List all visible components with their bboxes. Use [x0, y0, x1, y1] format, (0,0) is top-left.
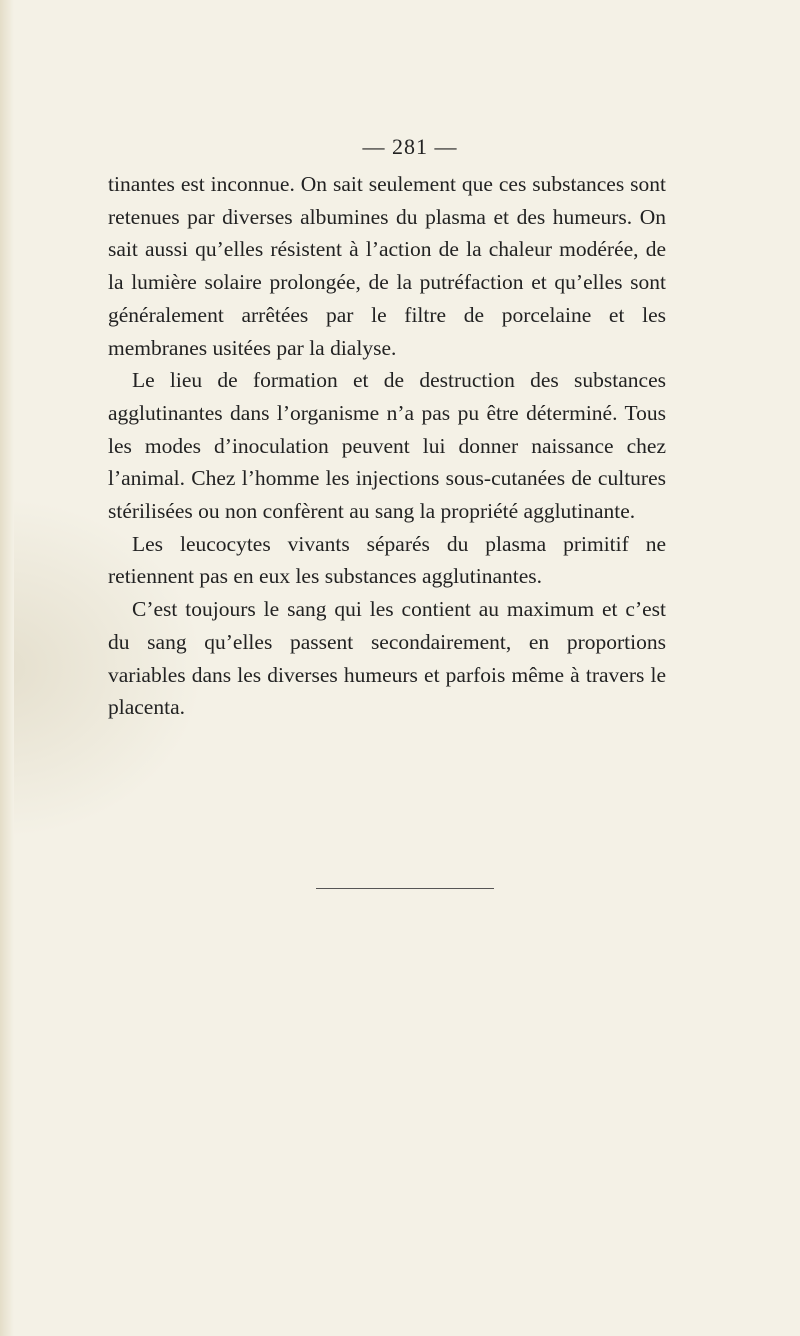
paragraph-2: Le lieu de formation et de destruction des substances agglutinantes dans l’organisme n’a pas pu être déterminé. Tous les modes d’inoculation peuvent lui donner naissance chez l’animal. Chez l’homme les injections sous-cutanées de cultures stérilisées ou non confèrent au sang la propriété agglutinante.	[108, 368, 666, 524]
body-text	[108, 168, 666, 724]
page-number: — 281 —	[362, 134, 458, 159]
paragraph-4: C’est toujours le sang qui les contient au maximum et c’est du sang qu’elles passent secondairement, en proportions variables dans les diverses humeurs et parfois même à travers le placenta.	[108, 597, 666, 720]
paragraph-3: Les leucocytes vivants séparés du plasma primitif ne retiennent pas en eux les substances agglutinantes.	[108, 531, 666, 589]
paragraph-1: tinantes est inconnue. On sait seulement que ces substances sont retenues par diverses albumines du plasma et des humeurs. On sait aussi qu’elles résistent à l’action de la chaleur modérée, de la lumière solaire prolongée, de la putréfaction et qu’elles sont généralement arrêtées par le filtre de porcelaine et les membranes usitées par la dialyse.	[108, 172, 666, 360]
page-edge-shadow	[0, 0, 14, 1336]
end-rule	[316, 888, 494, 889]
